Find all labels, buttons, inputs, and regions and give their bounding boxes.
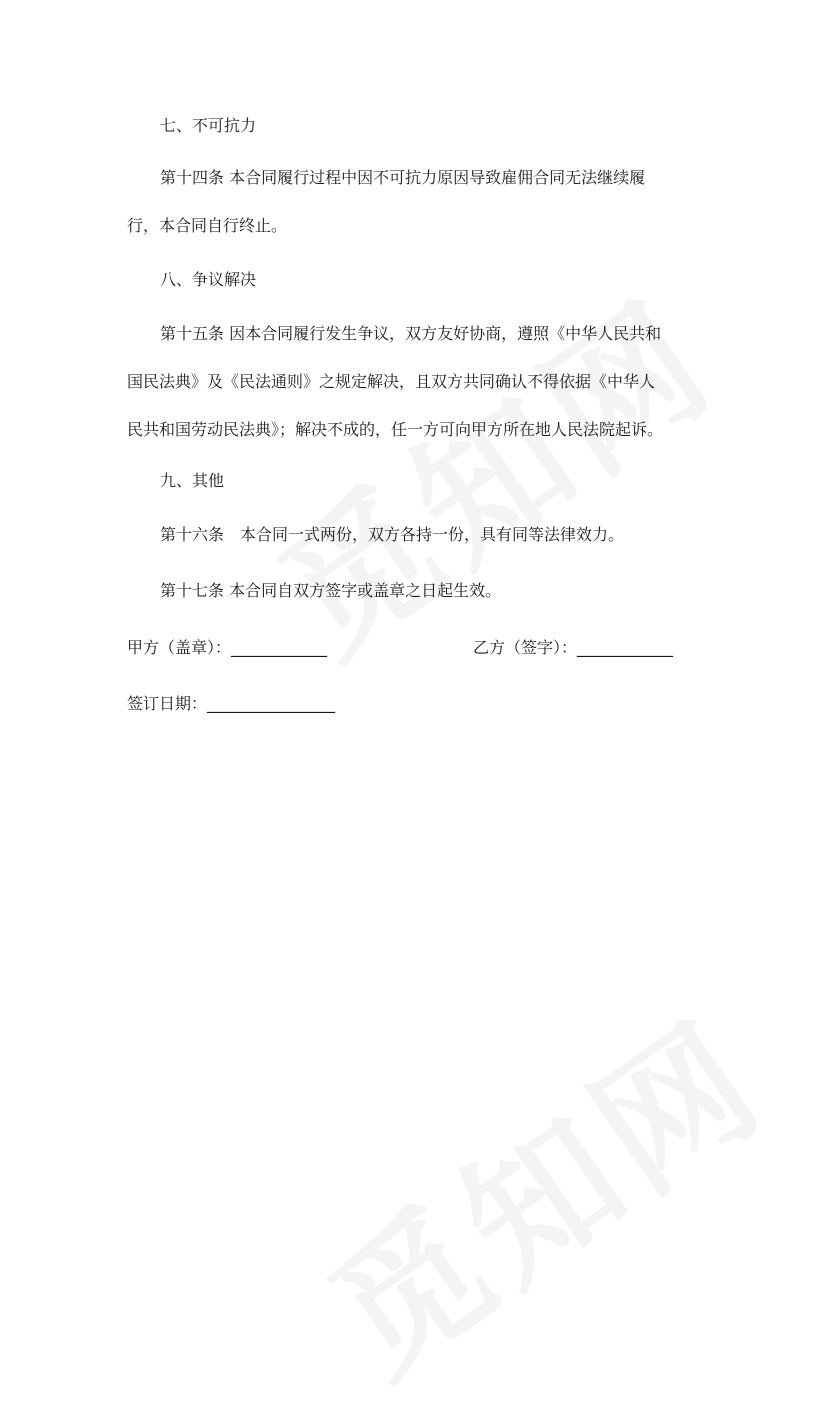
section-heading-other: 九、其他 [160, 471, 225, 490]
section-heading-force-majeure: 七、不可抗力 [160, 116, 257, 135]
section-heading-dispute: 八、争议解决 [160, 270, 257, 289]
article-16: 第十六条 本合同一式两份，双方各持一份，具有同等法律效力。 [160, 525, 625, 544]
signature-party-a: 甲方（盖章）：____________ [127, 638, 328, 657]
signature-party-b: 乙方（签字）：____________ [473, 638, 674, 657]
article-14-line-2: 行，本合同自行终止。 [127, 216, 288, 235]
article-15-line-2: 国民法典》及《民法通则》之规定解决，且双方共同确认不得依据《中华人 [127, 372, 656, 391]
signing-date: 签订日期：________________ [127, 694, 336, 713]
article-17: 第十七条 本合同自双方签字或盖章之日起生效。 [160, 581, 502, 600]
watermark [231, 242, 748, 694]
article-15-line-3: 民共和国劳动民法典》；解决不成的，任一方可向甲方所在地人民法院起诉。 [127, 420, 664, 439]
article-14-line-1: 第十四条 本合同履行过程中因不可抗力原因导致雇佣合同无法继续履 [160, 168, 646, 187]
watermark-lower [281, 962, 798, 1414]
article-15-line-1: 第十五条 因本合同履行发生争议，双方友好协商，遵照《中华人民共和 [160, 324, 662, 343]
